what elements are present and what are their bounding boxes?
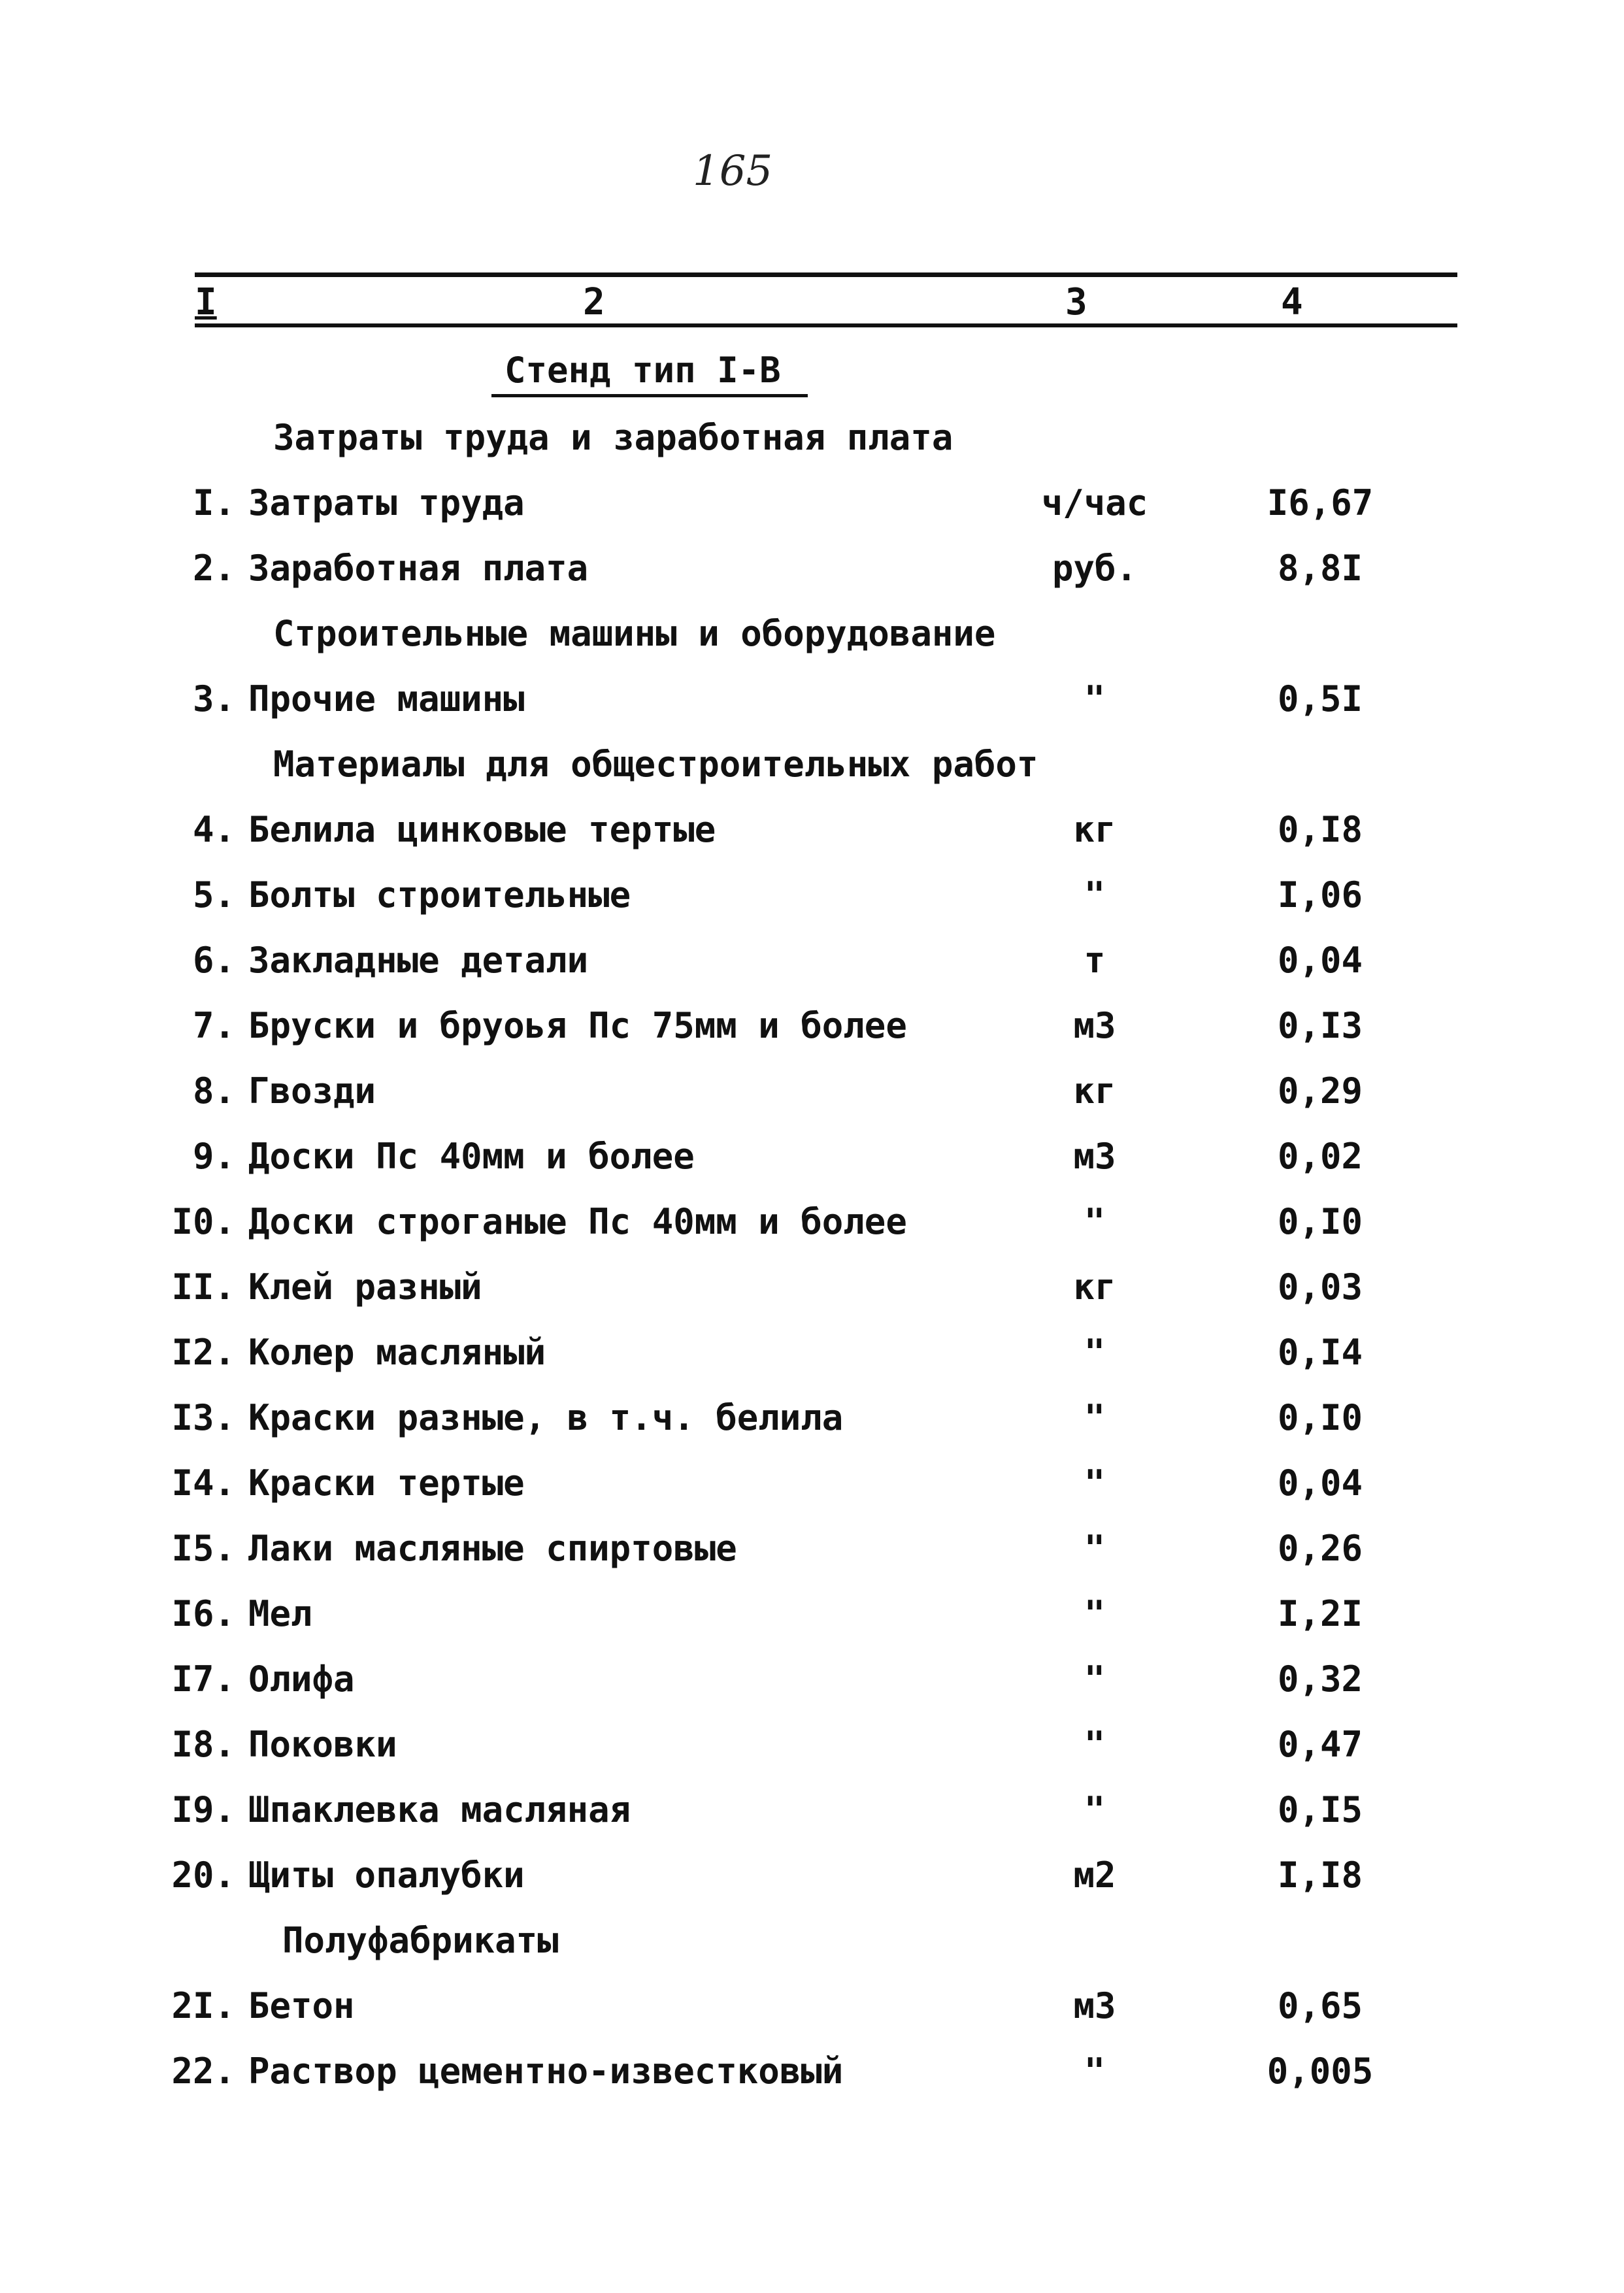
row-number: 2.	[192, 548, 235, 589]
table-row	[0, 2039, 1624, 2104]
row-unit: "	[1084, 1528, 1106, 1569]
document-title: Стенд тип I-В	[505, 350, 781, 391]
section-heading-row	[0, 732, 1624, 797]
column-header-3: 3	[1065, 281, 1087, 323]
row-unit: м3	[1073, 1985, 1116, 2026]
column-header-1: I	[195, 281, 217, 323]
row-number: 9.	[192, 1136, 235, 1177]
table-row	[0, 1516, 1624, 1581]
row-number: I3.	[171, 1397, 235, 1438]
row-number: I8.	[171, 1724, 235, 1765]
row-unit: "	[1084, 2051, 1106, 2092]
row-value: I,I8	[1277, 1855, 1363, 1896]
row-number: 7.	[192, 1005, 235, 1046]
row-value: 0,005	[1267, 2051, 1374, 2092]
row-unit: "	[1084, 678, 1106, 719]
row-value: 0,02	[1277, 1136, 1363, 1177]
column-header-4: 4	[1281, 281, 1303, 323]
row-unit: ч/час	[1041, 482, 1148, 523]
row-name: Олифа	[248, 1658, 355, 1700]
row-number: 8.	[192, 1070, 235, 1112]
row-name: Шпаклевка масляная	[248, 1789, 631, 1830]
table-row	[0, 536, 1624, 601]
row-unit: "	[1084, 1332, 1106, 1373]
row-name: Колер масляный	[248, 1332, 546, 1373]
row-name: Гвозди	[248, 1070, 376, 1112]
table-row	[0, 667, 1624, 732]
row-number: 6.	[192, 940, 235, 981]
row-number: I.	[192, 482, 235, 523]
row-number: I6.	[171, 1593, 235, 1634]
table-row	[0, 470, 1624, 536]
title-underline	[491, 394, 808, 397]
table-row	[0, 1189, 1624, 1255]
row-unit: руб.	[1052, 548, 1138, 589]
row-unit: "	[1084, 874, 1106, 916]
row-value: I,06	[1277, 874, 1363, 916]
row-unit: "	[1084, 1201, 1106, 1242]
row-unit: кг	[1073, 1070, 1116, 1112]
row-name: Лаки масляные спиртовые	[248, 1528, 737, 1569]
row-number: I0.	[171, 1201, 235, 1242]
section-heading: Строительные машины и оборудование	[273, 613, 996, 654]
row-value: 0,26	[1277, 1528, 1363, 1569]
row-number: I5.	[171, 1528, 235, 1569]
table-row	[0, 1255, 1624, 1320]
row-number: 2I.	[171, 1985, 235, 2026]
row-name: Бруски и бруоья Пс 75мм и более	[248, 1005, 907, 1046]
row-unit: "	[1084, 1462, 1106, 1504]
row-unit: "	[1084, 1397, 1106, 1438]
row-number: 3.	[192, 678, 235, 719]
row-name: Закладные детали	[248, 940, 589, 981]
row-number: II.	[171, 1266, 235, 1308]
table-top-rule	[195, 272, 1457, 277]
row-unit: м2	[1073, 1855, 1116, 1896]
row-name: Доски строганые Пс 40мм и более	[248, 1201, 907, 1242]
table-row	[0, 1581, 1624, 1647]
table-row	[0, 1973, 1624, 2039]
row-unit: м3	[1073, 1005, 1116, 1046]
row-value: 0,I8	[1277, 809, 1363, 850]
row-name: Затраты труда	[248, 482, 525, 523]
section-heading-row	[0, 601, 1624, 667]
row-unit: т	[1084, 940, 1106, 981]
section-heading: Материалы для общестроительных работ	[273, 744, 1038, 785]
section-heading-row	[0, 405, 1624, 470]
row-value: 0,5I	[1277, 678, 1363, 719]
row-value: 0,29	[1277, 1070, 1363, 1112]
table-header-rule	[195, 323, 1457, 327]
row-number: I7.	[171, 1658, 235, 1700]
table-row	[0, 1712, 1624, 1777]
row-name: Раствор цементно-известковый	[248, 2051, 844, 2092]
table-row	[0, 1124, 1624, 1189]
row-name: Прочие машины	[248, 678, 525, 719]
row-unit: "	[1084, 1789, 1106, 1830]
row-value: 0,04	[1277, 1462, 1363, 1504]
row-unit: кг	[1073, 1266, 1116, 1308]
row-value: 0,I0	[1277, 1397, 1363, 1438]
row-name: Заработная плата	[248, 548, 589, 589]
row-name: Мел	[248, 1593, 312, 1634]
row-name: Краски разные, в т.ч. белила	[248, 1397, 844, 1438]
row-value: 0,I5	[1277, 1789, 1363, 1830]
row-number: 20.	[171, 1855, 235, 1896]
row-number: I4.	[171, 1462, 235, 1504]
row-value: 0,32	[1277, 1658, 1363, 1700]
table-row	[0, 797, 1624, 863]
section-heading: Полуфабрикаты	[282, 1920, 559, 1961]
row-unit: "	[1084, 1724, 1106, 1765]
table-row	[0, 1451, 1624, 1516]
row-unit: м3	[1073, 1136, 1116, 1177]
row-value: 8,8I	[1277, 548, 1363, 589]
row-value: I6,67	[1267, 482, 1374, 523]
table-row	[0, 1059, 1624, 1124]
table-row	[0, 993, 1624, 1059]
section-heading: Затраты труда и заработная плата	[273, 417, 953, 458]
row-value: 0,I0	[1277, 1201, 1363, 1242]
table-row	[0, 928, 1624, 993]
table-row	[0, 1320, 1624, 1385]
row-name: Щиты опалубки	[248, 1855, 525, 1896]
row-number: I9.	[171, 1789, 235, 1830]
row-unit: "	[1084, 1658, 1106, 1700]
row-name: Краски тертые	[248, 1462, 525, 1504]
row-number: 22.	[171, 2051, 235, 2092]
section-heading-row	[0, 1908, 1624, 1973]
row-value: 0,04	[1277, 940, 1363, 981]
row-unit: "	[1084, 1593, 1106, 1634]
row-value: 0,I3	[1277, 1005, 1363, 1046]
row-value: 0,I4	[1277, 1332, 1363, 1373]
table-row	[0, 1843, 1624, 1908]
table-row	[0, 1647, 1624, 1712]
row-value: 0,47	[1277, 1724, 1363, 1765]
row-number: I2.	[171, 1332, 235, 1373]
row-name: Клей разный	[248, 1266, 482, 1308]
row-name: Доски Пс 40мм и более	[248, 1136, 695, 1177]
row-name: Бетон	[248, 1985, 355, 2026]
row-value: 0,65	[1277, 1985, 1363, 2026]
row-number: 4.	[192, 809, 235, 850]
column-header-2: 2	[583, 281, 605, 323]
table-row	[0, 1777, 1624, 1843]
row-value: 0,03	[1277, 1266, 1363, 1308]
table-row	[0, 863, 1624, 928]
page-number: 165	[693, 147, 773, 195]
row-value: I,2I	[1277, 1593, 1363, 1634]
row-name: Белила цинковые тертые	[248, 809, 716, 850]
table-row	[0, 1385, 1624, 1451]
row-unit: кг	[1073, 809, 1116, 850]
row-name: Поковки	[248, 1724, 397, 1765]
row-name: Болты строительные	[248, 874, 631, 916]
row-number: 5.	[192, 874, 235, 916]
